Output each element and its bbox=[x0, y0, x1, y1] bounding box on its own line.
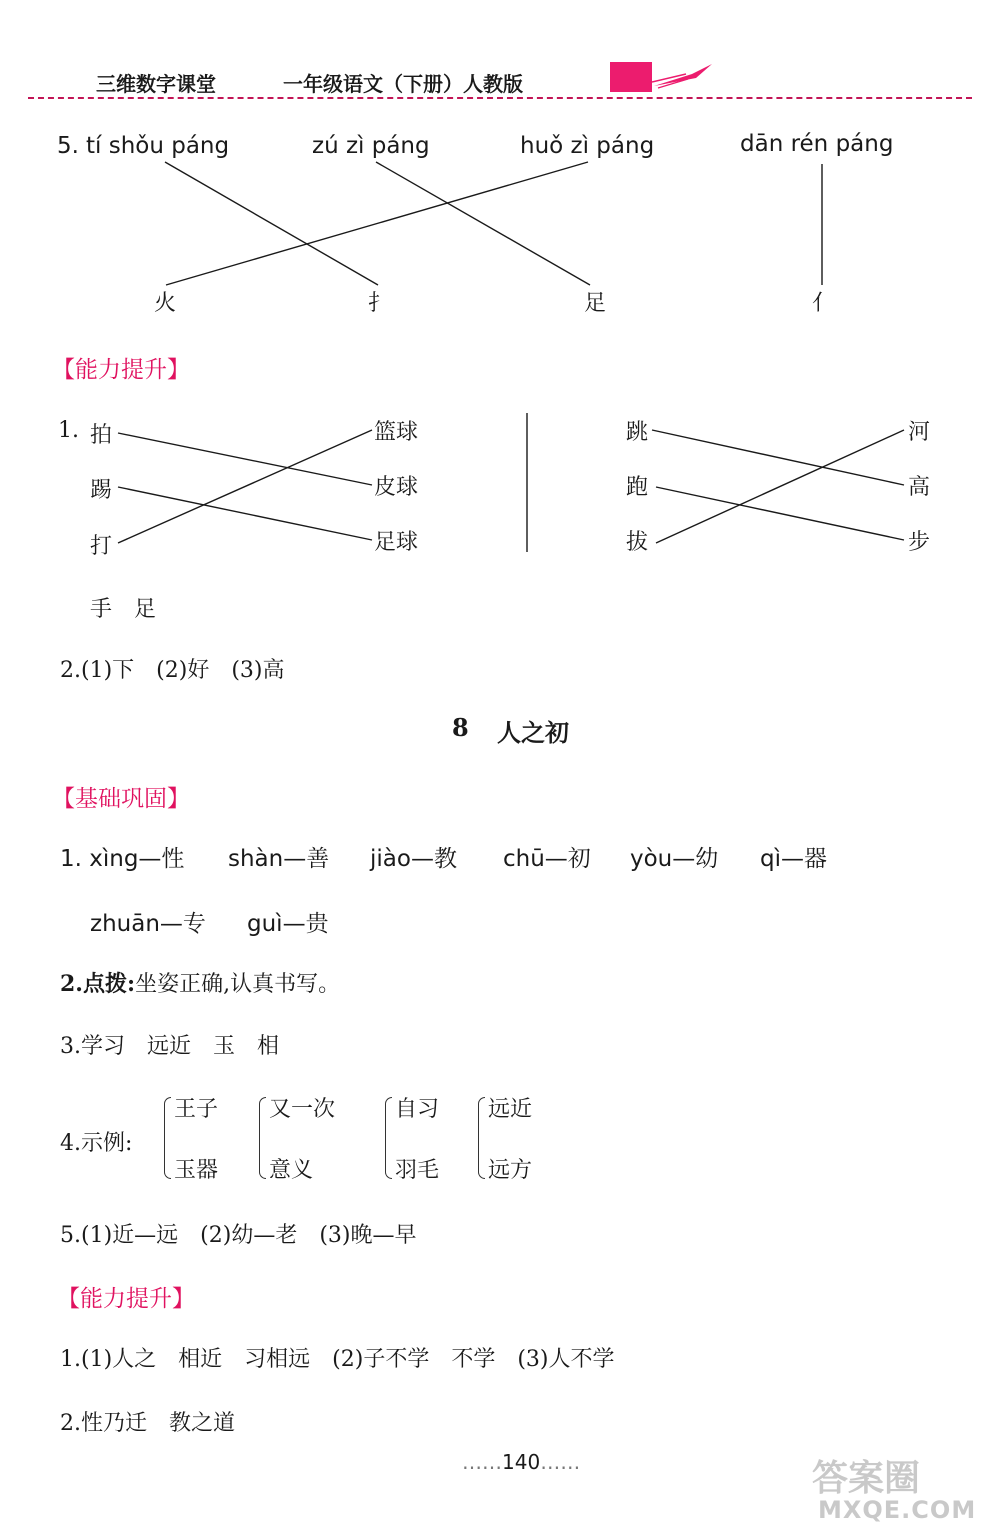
radical-hand: 扌 bbox=[368, 291, 391, 316]
pinyin-zhuan: zhuān—专 bbox=[90, 911, 206, 937]
radical-fire: 火 bbox=[154, 291, 177, 316]
brace bbox=[164, 1097, 171, 1179]
section-heading-ability: 【能力提升】 bbox=[52, 357, 190, 383]
match-line bbox=[118, 430, 372, 543]
q4-word: 羽毛 bbox=[395, 1158, 440, 1183]
dots: …… bbox=[462, 1450, 502, 1474]
pinyin-huo-zi-pang: huǒ zì páng bbox=[520, 133, 655, 159]
header-book-title: 一年级语文（下册）人教版 bbox=[283, 72, 523, 96]
s1-q2: 2.(1)下 (2)好 (3)高 bbox=[60, 658, 285, 683]
word-ti: 踢 bbox=[90, 478, 113, 503]
q5-number: 5. bbox=[57, 133, 79, 159]
section-heading-ability-2: 【能力提升】 bbox=[57, 1286, 195, 1312]
word-step: 步 bbox=[908, 530, 931, 555]
brace bbox=[259, 1097, 266, 1179]
watermark-url: MXQE.COM bbox=[818, 1496, 977, 1524]
dots: …… bbox=[540, 1450, 581, 1474]
pinyin-xing: 1. xìng—性 bbox=[60, 846, 185, 872]
word-da: 打 bbox=[90, 534, 113, 559]
q4-word: 意义 bbox=[269, 1158, 314, 1183]
pinyin-gui: guì—贵 bbox=[247, 911, 329, 937]
pinyin-qi: qì—器 bbox=[760, 846, 827, 872]
q4-word: 王子 bbox=[174, 1097, 219, 1122]
s1-q1-number: 1. bbox=[58, 418, 79, 443]
section-heading-basic: 【基础巩固】 bbox=[52, 786, 190, 812]
word-pao: 跑 bbox=[626, 475, 649, 500]
match-line bbox=[376, 162, 590, 285]
match-line bbox=[652, 430, 904, 485]
pinyin-you: yòu—幼 bbox=[630, 846, 719, 872]
q4-word: 远方 bbox=[488, 1158, 533, 1183]
lesson-title: 人之初 bbox=[497, 718, 569, 747]
s2-q3: 3.学习 远近 玉 相 bbox=[60, 1034, 279, 1059]
q2-hint-text: 坐姿正确,认真书写。 bbox=[135, 972, 341, 997]
q4-word: 玉器 bbox=[174, 1158, 219, 1183]
header-brand: 三维数字课堂 bbox=[96, 72, 216, 96]
match-line bbox=[118, 487, 372, 540]
match-line bbox=[656, 487, 904, 540]
match-line bbox=[118, 433, 372, 485]
word-tiao: 跳 bbox=[626, 420, 649, 445]
s1-q1-answer: 手 足 bbox=[90, 597, 157, 622]
s3-q1: 1.(1)人之 相近 习相远 (2)子不学 不学 (3)人不学 bbox=[60, 1347, 615, 1372]
pinyin-chu: chū—初 bbox=[503, 846, 591, 872]
word-pai: 拍 bbox=[90, 423, 113, 448]
lesson-number: 8 bbox=[452, 713, 469, 742]
watermark-logo: 答案圈 bbox=[812, 1458, 921, 1499]
pinyin-jiao: jiào—教 bbox=[370, 846, 457, 872]
page-number-value: 140 bbox=[502, 1450, 541, 1474]
s2-q2 bbox=[60, 967, 340, 998]
radical-person: 亻 bbox=[812, 291, 835, 316]
pinyin-shan: shàn—善 bbox=[228, 846, 330, 872]
word-ba: 拔 bbox=[626, 530, 649, 555]
word-football: 足球 bbox=[374, 530, 419, 555]
match-line bbox=[165, 162, 378, 285]
s2-q5: 5.(1)近—远 (2)幼—老 (3)晚—早 bbox=[60, 1223, 417, 1248]
q2-hint-label: 2.点拨: bbox=[60, 971, 136, 997]
pinyin-dan-ren-pang: dān rén páng bbox=[740, 131, 894, 157]
q4-word: 远近 bbox=[488, 1097, 533, 1122]
word-ball: 皮球 bbox=[374, 475, 419, 500]
pinyin-zu-zi-pang: zú zì páng bbox=[312, 133, 430, 159]
brace bbox=[385, 1097, 392, 1179]
s3-q2: 2.性乃迁 教之道 bbox=[60, 1411, 235, 1436]
word-high: 高 bbox=[908, 475, 931, 500]
radical-foot: 足 bbox=[584, 291, 607, 316]
match-line bbox=[166, 162, 588, 285]
match-line bbox=[656, 430, 904, 543]
s2-q4-label: 4.示例: bbox=[60, 1131, 133, 1156]
q4-word: 又一次 bbox=[269, 1097, 336, 1122]
q4-word: 自习 bbox=[395, 1097, 440, 1122]
page-number bbox=[462, 1450, 580, 1474]
word-basketball: 篮球 bbox=[374, 420, 419, 445]
pinyin-ti-shou-pang: tí shǒu páng bbox=[86, 133, 230, 159]
brace bbox=[478, 1097, 485, 1179]
word-river: 河 bbox=[908, 420, 931, 445]
